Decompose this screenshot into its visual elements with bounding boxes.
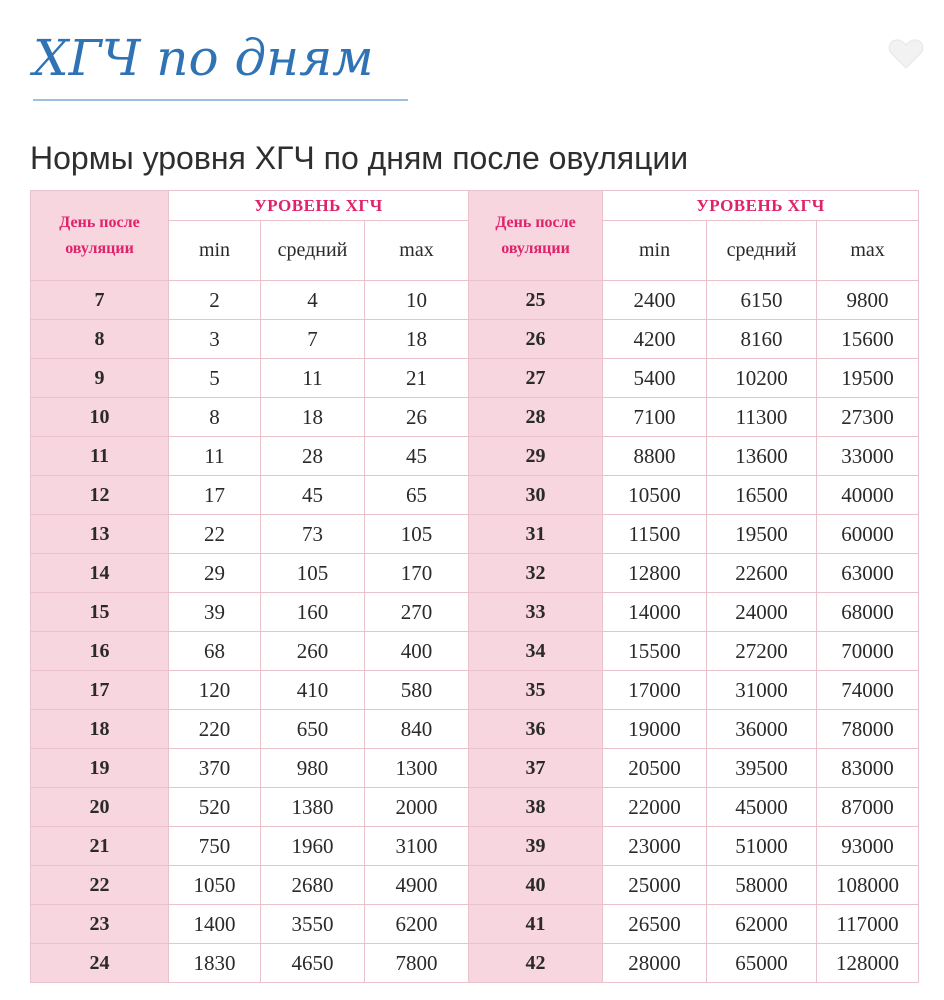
max-cell-left: 105 <box>365 515 469 554</box>
avg-cell-left: 73 <box>261 515 365 554</box>
min-cell-right: 25000 <box>603 866 707 905</box>
avg-cell-right: 19500 <box>707 515 817 554</box>
max-cell-right: 83000 <box>817 749 919 788</box>
max-cell-right: 9800 <box>817 281 919 320</box>
avg-cell-left: 160 <box>261 593 365 632</box>
max-cell-left: 580 <box>365 671 469 710</box>
day-cell-right: 40 <box>469 866 603 905</box>
min-cell-left: 370 <box>169 749 261 788</box>
max-cell-right: 27300 <box>817 398 919 437</box>
min-cell-right: 14000 <box>603 593 707 632</box>
max-cell-left: 7800 <box>365 944 469 983</box>
max-cell-left: 270 <box>365 593 469 632</box>
min-cell-left: 120 <box>169 671 261 710</box>
table-row <box>31 320 919 359</box>
avg-cell-left: 1380 <box>261 788 365 827</box>
avg-cell-right: 27200 <box>707 632 817 671</box>
min-cell-right: 11500 <box>603 515 707 554</box>
day-cell-right: 36 <box>469 710 603 749</box>
max-cell-left: 3100 <box>365 827 469 866</box>
day-cell-left: 11 <box>31 437 169 476</box>
avg-cell-left: 410 <box>261 671 365 710</box>
day-cell-left: 8 <box>31 320 169 359</box>
max-cell-right: 19500 <box>817 359 919 398</box>
min-cell-left: 29 <box>169 554 261 593</box>
max-cell-left: 10 <box>365 281 469 320</box>
max-cell-right: 40000 <box>817 476 919 515</box>
max-cell-left: 26 <box>365 398 469 437</box>
avg-cell-left: 2680 <box>261 866 365 905</box>
min-cell-left: 2 <box>169 281 261 320</box>
min-cell-left: 22 <box>169 515 261 554</box>
avg-cell-left: 11 <box>261 359 365 398</box>
day-cell-right: 32 <box>469 554 603 593</box>
day-cell-right: 39 <box>469 827 603 866</box>
day-cell-right: 30 <box>469 476 603 515</box>
max-cell-right: 70000 <box>817 632 919 671</box>
max-cell-left: 6200 <box>365 905 469 944</box>
max-cell-left: 170 <box>365 554 469 593</box>
table-row <box>31 281 919 320</box>
table-row <box>31 905 919 944</box>
day-header-right: День после овуляции <box>469 191 603 281</box>
day-cell-left: 24 <box>31 944 169 983</box>
day-cell-right: 41 <box>469 905 603 944</box>
min-header-left: min <box>169 221 261 281</box>
max-cell-left: 4900 <box>365 866 469 905</box>
day-cell-right: 33 <box>469 593 603 632</box>
min-cell-left: 5 <box>169 359 261 398</box>
day-cell-right: 31 <box>469 515 603 554</box>
max-cell-right: 78000 <box>817 710 919 749</box>
max-cell-left: 840 <box>365 710 469 749</box>
min-cell-left: 3 <box>169 320 261 359</box>
min-cell-left: 68 <box>169 632 261 671</box>
day-cell-left: 21 <box>31 827 169 866</box>
min-cell-right: 7100 <box>603 398 707 437</box>
max-cell-right: 60000 <box>817 515 919 554</box>
avg-cell-right: 16500 <box>707 476 817 515</box>
avg-cell-right: 65000 <box>707 944 817 983</box>
max-cell-right: 68000 <box>817 593 919 632</box>
table-row <box>31 476 919 515</box>
min-cell-right: 20500 <box>603 749 707 788</box>
avg-header-right: средний <box>707 221 817 281</box>
min-cell-right: 17000 <box>603 671 707 710</box>
min-cell-left: 1400 <box>169 905 261 944</box>
min-cell-right: 10500 <box>603 476 707 515</box>
table-row <box>31 515 919 554</box>
hcg-table <box>30 190 919 983</box>
avg-cell-left: 1960 <box>261 827 365 866</box>
max-cell-left: 18 <box>365 320 469 359</box>
max-cell-right: 15600 <box>817 320 919 359</box>
table-row <box>31 944 919 983</box>
day-cell-left: 10 <box>31 398 169 437</box>
min-cell-left: 1830 <box>169 944 261 983</box>
min-cell-right: 5400 <box>603 359 707 398</box>
min-cell-right: 23000 <box>603 827 707 866</box>
table-body <box>31 281 919 983</box>
day-cell-left: 18 <box>31 710 169 749</box>
min-cell-right: 8800 <box>603 437 707 476</box>
min-cell-right: 15500 <box>603 632 707 671</box>
avg-cell-left: 105 <box>261 554 365 593</box>
max-cell-left: 45 <box>365 437 469 476</box>
max-cell-right: 33000 <box>817 437 919 476</box>
avg-cell-right: 39500 <box>707 749 817 788</box>
min-cell-right: 4200 <box>603 320 707 359</box>
day-cell-right: 26 <box>469 320 603 359</box>
day-cell-left: 14 <box>31 554 169 593</box>
min-header-right: min <box>603 221 707 281</box>
day-cell-right: 25 <box>469 281 603 320</box>
avg-cell-left: 650 <box>261 710 365 749</box>
day-cell-right: 29 <box>469 437 603 476</box>
avg-cell-left: 4 <box>261 281 365 320</box>
table-row <box>31 554 919 593</box>
avg-cell-right: 45000 <box>707 788 817 827</box>
day-cell-left: 13 <box>31 515 169 554</box>
min-cell-right: 19000 <box>603 710 707 749</box>
avg-cell-right: 11300 <box>707 398 817 437</box>
day-header-left: День после овуляции <box>31 191 169 281</box>
day-cell-left: 7 <box>31 281 169 320</box>
avg-cell-left: 4650 <box>261 944 365 983</box>
max-cell-right: 93000 <box>817 827 919 866</box>
min-cell-left: 39 <box>169 593 261 632</box>
max-cell-left: 21 <box>365 359 469 398</box>
day-cell-left: 19 <box>31 749 169 788</box>
max-header-right: max <box>817 221 919 281</box>
avg-cell-right: 62000 <box>707 905 817 944</box>
avg-header-left: средний <box>261 221 365 281</box>
page-title: ХГЧ по дням <box>33 29 374 87</box>
day-cell-left: 16 <box>31 632 169 671</box>
avg-cell-right: 31000 <box>707 671 817 710</box>
title-underline <box>33 99 408 101</box>
table-row <box>31 866 919 905</box>
min-cell-right: 28000 <box>603 944 707 983</box>
min-cell-right: 2400 <box>603 281 707 320</box>
max-cell-right: 128000 <box>817 944 919 983</box>
max-cell-left: 2000 <box>365 788 469 827</box>
table-row <box>31 827 919 866</box>
day-cell-left: 23 <box>31 905 169 944</box>
avg-cell-right: 10200 <box>707 359 817 398</box>
min-cell-left: 750 <box>169 827 261 866</box>
avg-cell-right: 51000 <box>707 827 817 866</box>
day-cell-left: 12 <box>31 476 169 515</box>
day-cell-left: 17 <box>31 671 169 710</box>
table-row <box>31 437 919 476</box>
heart-icon[interactable] <box>886 34 926 74</box>
level-header-right: УРОВЕНЬ ХГЧ <box>603 191 919 221</box>
avg-cell-left: 980 <box>261 749 365 788</box>
day-cell-left: 9 <box>31 359 169 398</box>
table-row <box>31 749 919 788</box>
max-header-left: max <box>365 221 469 281</box>
min-cell-right: 26500 <box>603 905 707 944</box>
max-cell-left: 1300 <box>365 749 469 788</box>
avg-cell-right: 22600 <box>707 554 817 593</box>
min-cell-left: 520 <box>169 788 261 827</box>
max-cell-left: 400 <box>365 632 469 671</box>
max-cell-left: 65 <box>365 476 469 515</box>
day-cell-right: 42 <box>469 944 603 983</box>
max-cell-right: 63000 <box>817 554 919 593</box>
day-cell-left: 22 <box>31 866 169 905</box>
day-cell-right: 28 <box>469 398 603 437</box>
max-cell-right: 117000 <box>817 905 919 944</box>
avg-cell-right: 13600 <box>707 437 817 476</box>
table-row <box>31 671 919 710</box>
table-row <box>31 359 919 398</box>
min-cell-right: 22000 <box>603 788 707 827</box>
min-cell-left: 11 <box>169 437 261 476</box>
day-cell-right: 35 <box>469 671 603 710</box>
table-row <box>31 710 919 749</box>
min-cell-left: 220 <box>169 710 261 749</box>
avg-cell-right: 24000 <box>707 593 817 632</box>
table-row <box>31 398 919 437</box>
avg-cell-right: 36000 <box>707 710 817 749</box>
day-cell-left: 20 <box>31 788 169 827</box>
day-cell-right: 27 <box>469 359 603 398</box>
table-row <box>31 593 919 632</box>
avg-cell-right: 58000 <box>707 866 817 905</box>
table-row <box>31 632 919 671</box>
max-cell-right: 108000 <box>817 866 919 905</box>
min-cell-left: 1050 <box>169 866 261 905</box>
min-cell-left: 8 <box>169 398 261 437</box>
day-cell-left: 15 <box>31 593 169 632</box>
avg-cell-left: 28 <box>261 437 365 476</box>
avg-cell-right: 6150 <box>707 281 817 320</box>
avg-cell-left: 3550 <box>261 905 365 944</box>
avg-cell-left: 45 <box>261 476 365 515</box>
avg-cell-right: 8160 <box>707 320 817 359</box>
day-cell-right: 38 <box>469 788 603 827</box>
page-subtitle: Нормы уровня ХГЧ по дням после овуляции <box>30 140 689 176</box>
level-header-left: УРОВЕНЬ ХГЧ <box>169 191 469 221</box>
min-cell-right: 12800 <box>603 554 707 593</box>
max-cell-right: 87000 <box>817 788 919 827</box>
day-cell-right: 34 <box>469 632 603 671</box>
max-cell-right: 74000 <box>817 671 919 710</box>
avg-cell-left: 18 <box>261 398 365 437</box>
day-cell-right: 37 <box>469 749 603 788</box>
min-cell-left: 17 <box>169 476 261 515</box>
avg-cell-left: 260 <box>261 632 365 671</box>
avg-cell-left: 7 <box>261 320 365 359</box>
table-row <box>31 788 919 827</box>
